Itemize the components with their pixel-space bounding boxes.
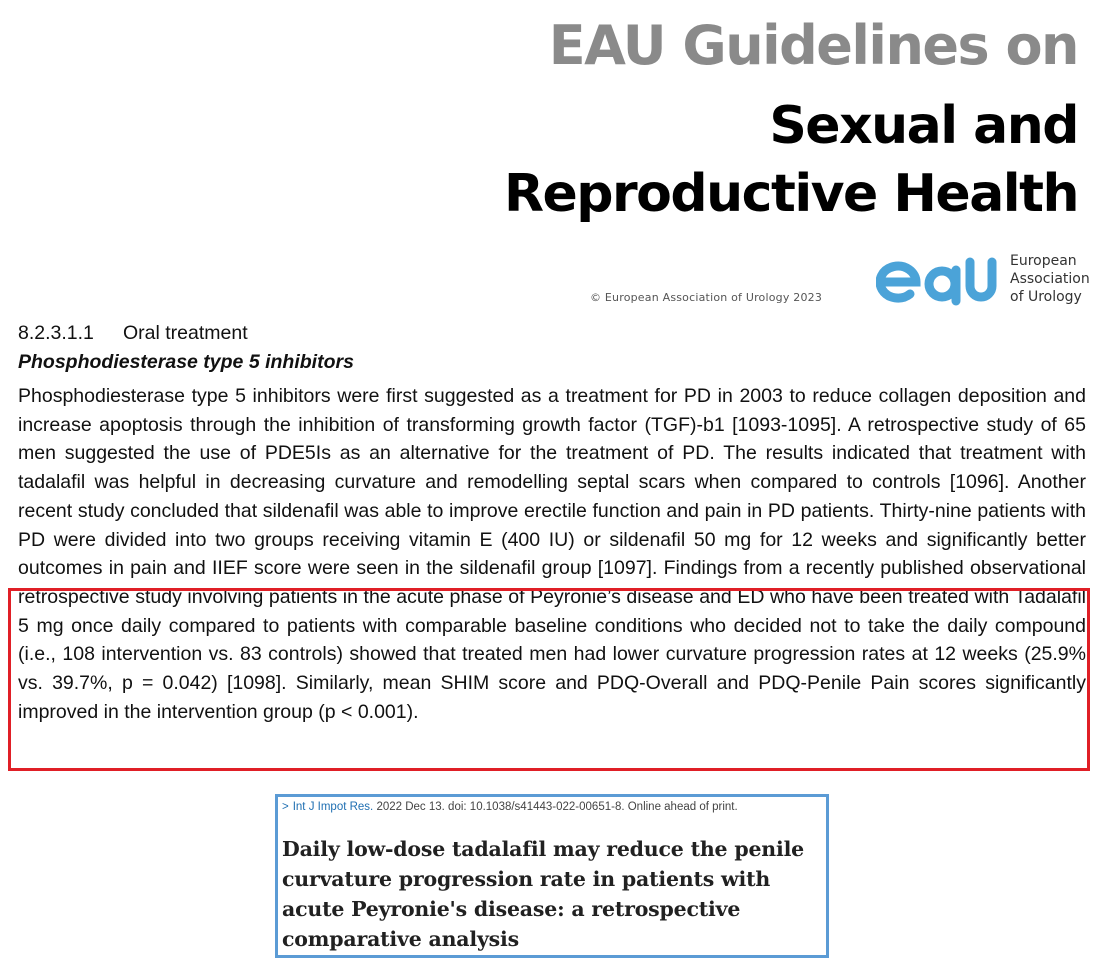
reference-details: 2022 Dec 13. doi: 10.1038/s41443-022-00651-8. Online ahead of print. <box>376 801 738 813</box>
body-paragraph: Phosphodiesterase type 5 inhibitors were first suggested as a treatment for PD in 2003 to reduce collagen deposition and increase apoptosis through the inhibition of transforming growth factor (TGF)-b1 [1093-1095]. A retrospective study of 65 men suggested the use of PDE5Is as an alternative for the treatment of PD. The results indicated that treatment with tadalafil was helpful in decreasing curvature and remodelling septal scars when compared to controls [1096]. Another recent study concluded that sildenafil was able to improve erectile function and pain in PD patients. Thirty-nine patients with PD were divided into two groups receiving vitamin E (400 IU) or sildenafil 50 mg for 12 weeks and significantly better outcomes in pain and IIEF score were seen in the sildenafil group [1097]. Findings from a recently published observational retrospective study involving patients in the acute phase of Peyronie’s disease and ED who have been treated with Tadalafil 5 mg once daily compared to patients with comparable baseline conditions who decided not to take the daily compound (i.e., 108 intervention vs. 83 controls) showed that treated men had lower curvature progression rates at 12 weeks (25.9% vs. 39.7%, p = 0.042) [1098]. Similarly, mean SHIM score and PDQ-Overall and PDQ-Penile Pain scores significantly improved in the intervention group (p < 0.001). <box>18 385 1086 723</box>
eau-logo-text <box>1010 252 1090 306</box>
copyright-notice: © European Association of Urology 2023 <box>590 291 823 304</box>
reference-title: Daily low-dose tadalafil may reduce the penile curvature progression rate in patients with acute Peyronie's disease: a retrospective comparative analysis <box>282 837 805 951</box>
logo-text-line-3: of Urology <box>1010 289 1082 305</box>
highlight-box <box>8 588 1090 771</box>
chevron-right-icon[interactable]: > <box>282 801 289 813</box>
section-heading <box>18 322 248 345</box>
section-name: Oral treatment <box>123 322 248 344</box>
journal-link[interactable]: Int J Impot Res. <box>292 801 374 813</box>
guidelines-title-line-3: Reproductive Health <box>504 164 1078 224</box>
reference-card <box>275 794 829 958</box>
logo-text-line-2: Association <box>1010 271 1090 287</box>
section-number: 8.2.3.1.1 <box>18 322 94 344</box>
eau-logo-graphic <box>876 252 1000 306</box>
logo-text-line-1: European <box>1010 253 1077 269</box>
guidelines-title-line-2: Sexual and <box>769 96 1078 156</box>
reference-meta <box>282 801 738 813</box>
guidelines-title-line-1: EAU Guidelines on <box>548 14 1078 77</box>
section-subheading: Phosphodiesterase type 5 inhibitors <box>18 351 354 373</box>
eau-logo-icon <box>876 252 1000 311</box>
